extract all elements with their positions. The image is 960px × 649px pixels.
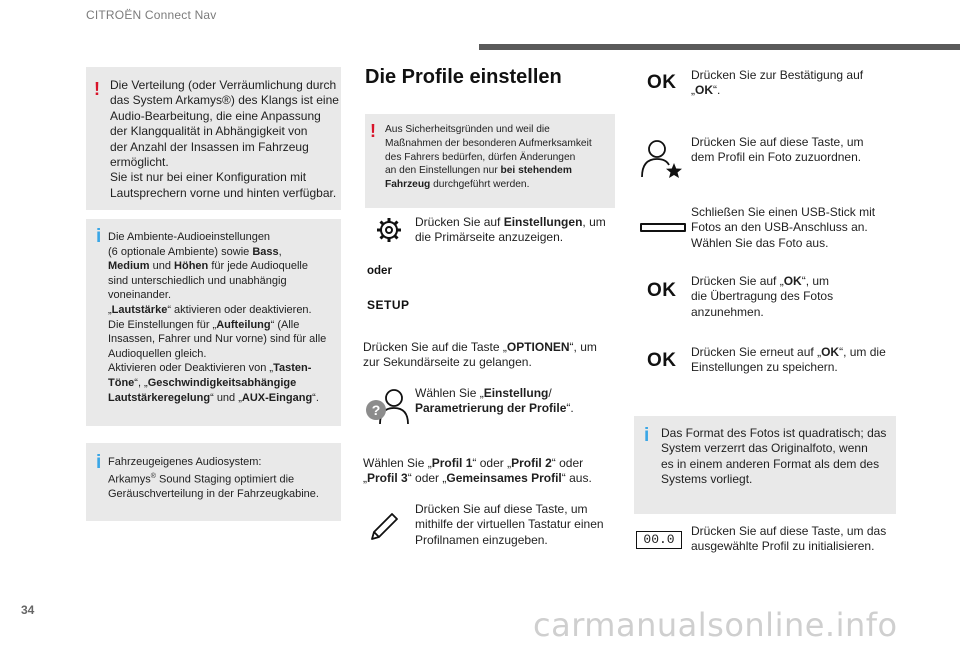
page-number: 34 xyxy=(21,603,35,617)
usb-icon xyxy=(640,223,686,232)
step-confirm-text: Drücken Sie zur Bestätigung auf „OK“. xyxy=(691,68,864,98)
oder-label: oder xyxy=(367,265,392,277)
info-box-arkamys xyxy=(86,443,341,521)
ok-button[interactable]: OK xyxy=(647,280,677,301)
warning-box-safety xyxy=(365,114,615,208)
warning-icon: ! xyxy=(94,79,100,99)
step-save-text: Drücken Sie erneut auf „OK“, um die Einstellungen zu speichern. xyxy=(691,345,886,375)
step-options-text: Drücken Sie auf die Taste „OPTIONEN“, um zur Sekundärseite zu gelangen. xyxy=(363,340,597,370)
step-reset-text: Drücken Sie auf diese Taste, um das ausgewählte Profil zu initialisieren. xyxy=(691,524,887,554)
ok-button[interactable]: OK xyxy=(647,350,677,371)
reset-profile-button[interactable]: 00.0 xyxy=(636,531,682,549)
info-box-photo-format xyxy=(634,416,896,514)
step-accept-text: Drücken Sie auf „OK“, um die Übertragung des Fotos anzunehmen. xyxy=(691,274,834,319)
warning-text: Die Verteilung (oder Verräumlichung durch das System Arkamys®) des Klangs ist eine Audio-Bearbeitung, die eine Anpassung der Klangqualität in Abhängigkeit von der Anzahl der Insassen im Fahrzeug ermöglicht. Sie ist nur bei einer Konfiguration mit Lautsprechern vorne und hinten verfügbar. xyxy=(110,78,339,200)
pencil-icon[interactable] xyxy=(366,508,402,544)
header-bar xyxy=(479,44,960,50)
info-box-audio-settings xyxy=(86,219,341,426)
ok-button[interactable]: OK xyxy=(647,72,677,93)
watermark: carmanualsonline.info xyxy=(533,606,898,644)
profile-photo-icon[interactable] xyxy=(637,137,683,179)
info-text: Die Ambiente-Audioeinstellungen (6 optionale Ambiente) sowie Bass, Medium und Höhen für jede Audioquelle sind unterschiedlich und unabhängig voneinander. „Lautstärke“ aktivieren oder deaktivieren. Die Einstellungen für „Aufteilung“ (Alle Insassen, Fahrer und Nur vorne) sind für alle Audioquellen gleich. Aktivieren oder Deaktivieren von „Tasten- Töne“, „Geschwindigkeitsabhängige Lautstärkeregelung“ und „AUX-Eingang“. xyxy=(108,231,327,404)
gear-icon[interactable] xyxy=(375,216,403,244)
info-icon: i xyxy=(644,425,650,446)
info-icon: i xyxy=(96,226,102,247)
section-title: Die Profile einstellen xyxy=(365,66,562,88)
profile-settings-icon[interactable] xyxy=(363,386,409,426)
info-icon: i xyxy=(96,452,102,473)
header-title: CITROËN Connect Nav xyxy=(86,8,217,22)
warning-icon: ! xyxy=(370,121,376,141)
warning-text: Aus Sicherheitsgründen und weil die Maßnahmen der besonderen Aufmerksamkeit des Fahrers bedürfen, dürfen Änderungen an den Einstellungen nur bei stehendem Fahrzeug durchgeführt werden. xyxy=(385,124,592,191)
setup-button[interactable]: SETUP xyxy=(367,298,410,312)
step-profile-settings-text: Wählen Sie „Einstellung/ Parametrierung der Profile“. xyxy=(415,386,574,416)
step-settings-text: Drücken Sie auf Einstellungen, um die Primärseite anzuzeigen. xyxy=(415,215,606,245)
info-text: Das Format des Fotos ist quadratisch; das System verzerrt das Originalfoto, wenn es in einem anderen Format als dem des Systems vorliegt. xyxy=(661,426,887,487)
warning-box-spatialization xyxy=(86,67,341,210)
step-photo-text: Drücken Sie auf diese Taste, um dem Profil ein Foto zuzuordnen. xyxy=(691,135,864,165)
info-text: Fahrzeugeigenes Audiosystem: Arkamys® Sound Staging optimiert die Geräuschverteilung in der Fahrzeugkabine. xyxy=(108,456,319,500)
step-name-text: Drücken Sie auf diese Taste, um mithilfe der virtuellen Tastatur einen Profilnamen einzugeben. xyxy=(415,502,604,547)
step-usb-text: Schließen Sie einen USB-Stick mit Fotos an den USB-Anschluss an. Wählen Sie das Foto aus. xyxy=(691,205,876,250)
svg-text:?: ? xyxy=(371,402,381,418)
step-select-profile-text: Wählen Sie „Profil 1“ oder „Profil 2“ oder „Profil 3“ oder „Gemeinsames Profil“ aus. xyxy=(363,456,592,486)
